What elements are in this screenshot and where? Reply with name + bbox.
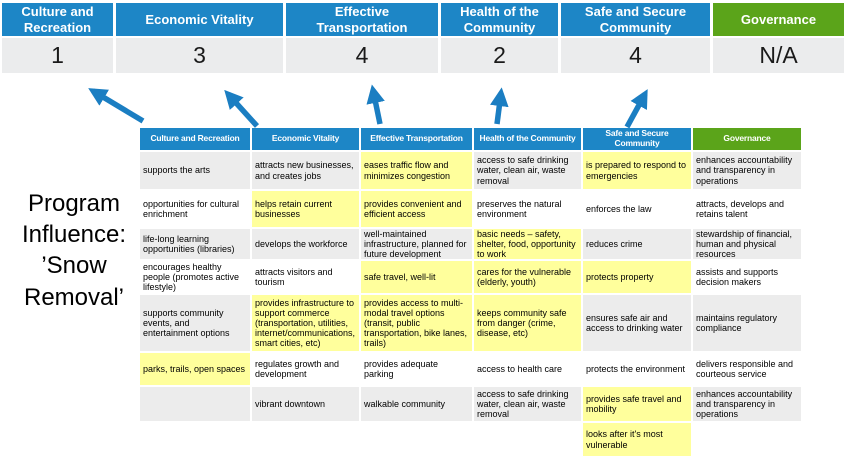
matrix-header-5: Safe and Secure Community	[583, 128, 691, 150]
program-matrix	[140, 128, 801, 456]
matrix-cell-r7-c1	[140, 387, 250, 421]
matrix-cell-r4-c1: encourages healthy people (promotes active lifestyle)	[140, 261, 250, 293]
matrix-cell-r6-c6: delivers responsible and courteous service	[693, 353, 801, 385]
matrix-cell-r8-c3	[361, 423, 472, 456]
matrix-cell-r6-c2: regulates growth and development	[252, 353, 359, 385]
matrix-cell-r1-c4: access to safe drinking water, clean air, waste removal	[474, 152, 581, 189]
matrix-header-4: Health of the Community	[474, 128, 581, 150]
influence-arrow-5	[627, 94, 645, 127]
matrix-cell-r7-c4: access to safe drinking water, clean air, waste removal	[474, 387, 581, 421]
matrix-cell-r2-c4: preserves the natural environment	[474, 191, 581, 227]
summary-score-3: 4	[286, 38, 438, 73]
summary-category-5: Safe and Secure Community	[561, 3, 710, 36]
matrix-cell-r1-c5: is prepared to respond to emergencies	[583, 152, 691, 189]
matrix-cell-r8-c1	[140, 423, 250, 456]
matrix-cell-r8-c4	[474, 423, 581, 456]
matrix-cell-r4-c6: assists and supports decision makers	[693, 261, 801, 293]
matrix-header-3: Effective Transportation	[361, 128, 472, 150]
summary-table	[2, 3, 844, 73]
matrix-cell-r5-c6: maintains regulatory compliance	[693, 295, 801, 351]
matrix-header-6: Governance	[693, 128, 801, 150]
matrix-cell-r7-c5: provides safe travel and mobility	[583, 387, 691, 421]
matrix-cell-r4-c5: protects property	[583, 261, 691, 293]
matrix-cell-r6-c1: parks, trails, open spaces	[140, 353, 250, 385]
matrix-cell-r1-c2: attracts new businesses, and creates jobs	[252, 152, 359, 189]
matrix-header-2: Economic Vitality	[252, 128, 359, 150]
matrix-cell-r7-c6: enhances accountability and transparency in operations	[693, 387, 801, 421]
matrix-cell-r5-c2: provides infrastructure to support commerce (transportation, utilities, internet/communications, smart cities, etc)	[252, 295, 359, 351]
matrix-cell-r2-c6: attracts, develops and retains talent	[693, 191, 801, 227]
matrix-cell-r8-c5: looks after it's most vulnerable	[583, 423, 691, 456]
matrix-cell-r1-c3: eases traffic flow and minimizes congestion	[361, 152, 472, 189]
matrix-cell-r4-c3: safe travel, well-lit	[361, 261, 472, 293]
summary-score-6: N/A	[713, 38, 844, 73]
matrix-cell-r4-c4: cares for the vulnerable (elderly, youth)	[474, 261, 581, 293]
matrix-cell-r5-c1: supports community events, and entertainment options	[140, 295, 250, 351]
matrix-cell-r1-c1: supports the arts	[140, 152, 250, 189]
matrix-cell-r1-c6: enhances accountability and transparency in operations	[693, 152, 801, 189]
summary-category-2: Economic Vitality	[116, 3, 283, 36]
summary-category-6: Governance	[713, 3, 844, 36]
matrix-cell-r2-c2: helps retain current businesses	[252, 191, 359, 227]
matrix-cell-r3-c1: life-long learning opportunities (libraries)	[140, 229, 250, 259]
matrix-cell-r5-c3: provides access to multi-modal travel options (transit, public transportation, bike lanes, trails)	[361, 295, 472, 351]
matrix-cell-r7-c2: vibrant downtown	[252, 387, 359, 421]
matrix-cell-r5-c4: keeps community safe from danger (crime, disease, etc)	[474, 295, 581, 351]
influence-arrow-3	[373, 90, 380, 124]
influence-arrow-1	[93, 91, 143, 121]
matrix-cell-r2-c5: enforces the law	[583, 191, 691, 227]
matrix-cell-r4-c2: attracts visitors and tourism	[252, 261, 359, 293]
influence-arrow-4	[497, 93, 501, 124]
matrix-cell-r6-c4: access to health care	[474, 353, 581, 385]
matrix-cell-r3-c2: develops the workforce	[252, 229, 359, 259]
matrix-cell-r7-c3: walkable community	[361, 387, 472, 421]
matrix-cell-r3-c6: stewardship of financial, human and physical resources	[693, 229, 801, 259]
matrix-cell-r3-c4: basic needs – safety, shelter, food, opportunity to work	[474, 229, 581, 259]
matrix-cell-r6-c3: provides adequate parking	[361, 353, 472, 385]
summary-score-5: 4	[561, 38, 710, 73]
matrix-cell-r8-c2	[252, 423, 359, 456]
matrix-cell-r3-c3: well-maintained infrastructure, planned for future development	[361, 229, 472, 259]
summary-score-4: 2	[441, 38, 558, 73]
program-title: Program Influence: ’Snow Removal’	[21, 190, 127, 311]
summary-category-1: Culture and Recreation	[2, 3, 113, 36]
matrix-cell-r6-c5: protects the environment	[583, 353, 691, 385]
summary-category-4: Health of the Community	[441, 3, 558, 36]
matrix-cell-r5-c5: ensures safe air and access to drinking water	[583, 295, 691, 351]
summary-category-3: Effective Transportation	[286, 3, 438, 36]
influence-arrow-2	[228, 94, 257, 126]
matrix-cell-r8-c6	[693, 423, 801, 456]
matrix-cell-r3-c5: reduces crime	[583, 229, 691, 259]
matrix-cell-r2-c1: opportunities for cultural enrichment	[140, 191, 250, 227]
summary-score-2: 3	[116, 38, 283, 73]
matrix-header-1: Culture and Recreation	[140, 128, 250, 150]
summary-score-1: 1	[2, 38, 113, 73]
matrix-cell-r2-c3: provides convenient and efficient access	[361, 191, 472, 227]
